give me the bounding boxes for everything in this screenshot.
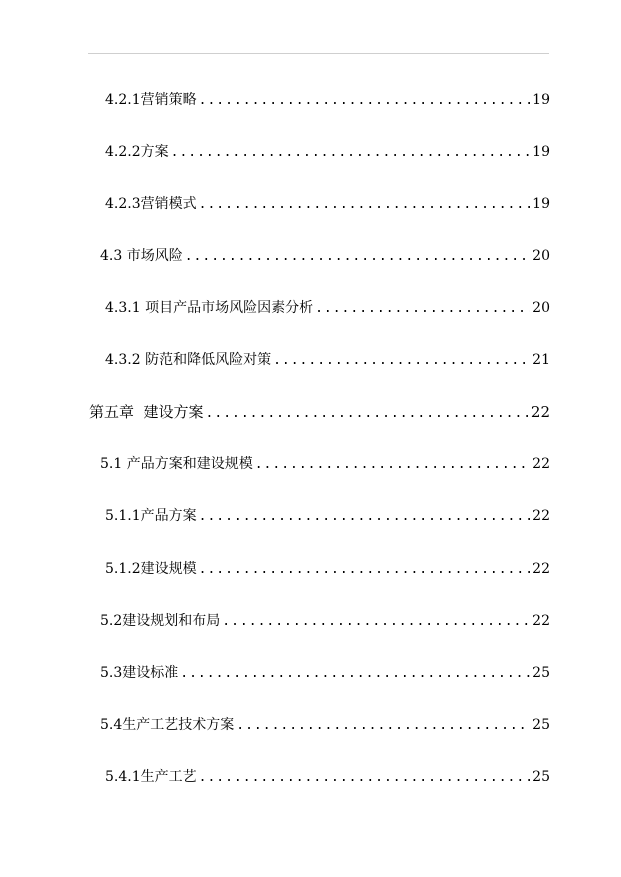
toc-entry-5-1-1[interactable]: [105, 507, 550, 526]
toc-entry-page: 19: [532, 92, 550, 108]
toc-entry-page: 20: [532, 300, 550, 316]
toc-entry-title: 4.3.2 防范和降低风险对策: [105, 352, 272, 368]
toc-entry-title: 5.3建设标准: [100, 665, 179, 681]
toc-entry-5-2[interactable]: [100, 612, 550, 631]
toc-entry-title: 5.4.1生产工艺: [105, 769, 197, 785]
toc-entry-title: 4.2.2方案: [105, 144, 169, 160]
toc-leader-dots: [222, 613, 530, 631]
toc-leader-dots: [255, 456, 530, 474]
toc-entry-page: 25: [532, 717, 550, 733]
toc-entry-page: 22: [532, 561, 550, 577]
toc-leader-dots: [199, 92, 531, 110]
toc-entry-page: 25: [532, 769, 550, 785]
toc-entry-page: 22: [532, 456, 550, 472]
toc-entry-4-3-2[interactable]: [105, 351, 550, 370]
toc-entry-page: 21: [532, 352, 550, 368]
toc-entry-title: 第五章 建设方案: [89, 403, 204, 421]
toc-entry-5-3[interactable]: [100, 664, 550, 683]
toc-entry-4-3-1[interactable]: [105, 299, 550, 318]
toc-entry-5-4[interactable]: [100, 716, 550, 735]
toc-entry-title: 5.1.2建设规模: [105, 561, 197, 577]
toc-leader-dots: [236, 717, 530, 735]
toc-entry-chapter-5[interactable]: [89, 403, 550, 423]
toc-entry-4-2-1[interactable]: [105, 91, 550, 110]
toc-leader-dots: [199, 508, 531, 526]
toc-entry-title: 5.1 产品方案和建设规模: [100, 456, 253, 472]
toc-entry-page: 20: [532, 248, 550, 264]
toc-entry-page: 19: [532, 196, 550, 212]
toc-entry-title: 4.3 市场风险: [100, 248, 183, 264]
toc-entry-page: 22: [532, 508, 550, 524]
toc-entry-5-1[interactable]: [100, 455, 550, 474]
toc-leader-dots: [315, 300, 530, 318]
toc-entry-4-2-3[interactable]: [105, 195, 550, 214]
toc-entry-page: 22: [532, 613, 550, 629]
toc-entry-4-3[interactable]: [100, 247, 550, 266]
toc-entry-page: 22: [530, 403, 550, 421]
toc-leader-dots: [185, 248, 530, 266]
toc-leader-dots: [180, 665, 530, 683]
toc-entry-title: 4.3.1 项目产品市场风险因素分析: [105, 300, 314, 316]
toc-entry-page: 19: [532, 144, 550, 160]
toc-entry-5-1-2[interactable]: [105, 560, 550, 579]
toc-entry-title: 5.4生产工艺技术方案: [100, 717, 235, 733]
header-rule: [88, 53, 549, 54]
toc-entry-page: 25: [532, 665, 550, 681]
toc-leader-dots: [199, 196, 531, 214]
toc-leader-dots: [171, 144, 531, 162]
toc-entry-title: 4.2.1营销策略: [105, 92, 197, 108]
toc-entry-4-2-2[interactable]: [105, 143, 550, 162]
toc-leader-dots: [273, 352, 530, 370]
toc-leader-dots: [199, 561, 531, 579]
toc-entry-title: 5.2建设规划和布局: [100, 613, 221, 629]
toc-leader-dots: [199, 769, 531, 787]
toc-entry-title: 4.2.3营销模式: [105, 196, 197, 212]
toc-entry-title: 5.1.1产品方案: [105, 508, 197, 524]
toc-leader-dots: [206, 405, 529, 423]
toc-entry-5-4-1[interactable]: [105, 768, 550, 787]
